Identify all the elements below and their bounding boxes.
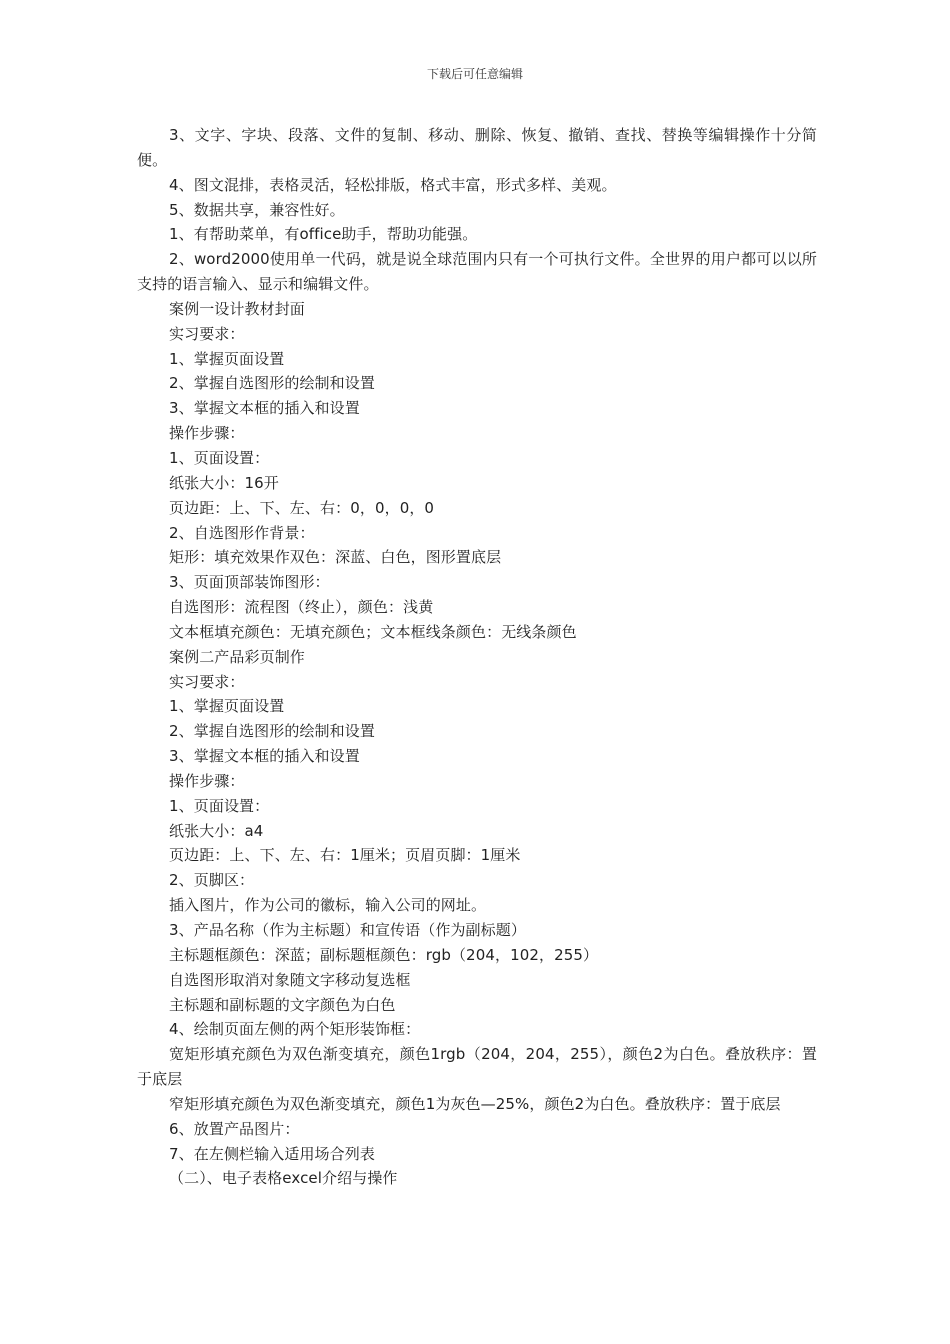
paragraph: 窄矩形填充颜色为双色渐变填充，颜色1为灰色—25%，颜色2为白色。叠放秩序：置于底层 — [169, 1094, 781, 1113]
paragraph: 1、有帮助菜单，有office助手，帮助功能强。 — [169, 225, 478, 244]
paragraph: 7、在左侧栏输入适用场合列表 — [169, 1144, 375, 1163]
paragraph: 矩形：填充效果作双色：深蓝、白色，图形置底层 — [169, 548, 502, 567]
paragraph: 3、产品名称（作为主标题）和宣传语（作为副标题） — [169, 921, 526, 939]
paragraph: 宽矩形填充颜色为双色渐变填充，颜色1rgb（204，204，255），颜色2为白色。叠放秩序：置于底层 — [137, 1045, 817, 1089]
paragraph: 6、放置产品图片： — [169, 1119, 300, 1138]
paragraph: 实习要求： — [169, 324, 245, 343]
paragraph: 操作步骤： — [169, 424, 245, 443]
paragraph: 自选图形：流程图（终止），颜色：浅黄 — [169, 598, 434, 617]
section-heading: （二）、电子表格excel介绍与操作 — [169, 1169, 398, 1188]
paragraph: 3、掌握文本框的插入和设置 — [169, 399, 360, 418]
paragraph: 1、页面设置： — [169, 796, 270, 815]
paragraph: 3、掌握文本框的插入和设置 — [169, 747, 360, 766]
paragraph: 1、页面设置： — [169, 448, 270, 467]
paragraph: 实习要求： — [169, 672, 245, 691]
document-body — [137, 123, 817, 1191]
page-header: 下载后可任意编辑 — [426, 67, 523, 81]
paragraph: 操作步骤： — [169, 771, 245, 790]
paragraph: 页边距：上、下、左、右：0，0，0，0 — [169, 498, 435, 517]
paragraph: 4、绘制页面左侧的两个矩形装饰框： — [169, 1020, 421, 1039]
paragraph: 纸张大小：a4 — [169, 821, 264, 840]
paragraph: 主标题框颜色：深蓝；副标题框颜色：rgb（204，102，255） — [169, 945, 599, 964]
paragraph: 2、自选图形作背景： — [169, 523, 315, 542]
paragraph: 5、数据共享，兼容性好。 — [169, 200, 345, 219]
paragraph: 4、图文混排，表格灵活，轻松排版，格式丰富，形式多样、美观。 — [169, 175, 617, 194]
paragraph: 页边距：上、下、左、右：1厘米；页眉页脚：1厘米 — [169, 846, 521, 865]
paragraph: 2、掌握自选图形的绘制和设置 — [169, 374, 375, 393]
section-heading: 案例一设计教材封面 — [169, 299, 305, 318]
paragraph: 1、掌握页面设置 — [169, 697, 285, 716]
paragraph: 插入图片，作为公司的徽标，输入公司的网址。 — [169, 896, 487, 915]
paragraph: 自选图形取消对象随文字移动复选框 — [169, 970, 411, 989]
paragraph: 文本框填充颜色：无填充颜色；文本框线条颜色：无线条颜色 — [169, 622, 577, 641]
section-heading: 案例二产品彩页制作 — [169, 647, 305, 666]
paragraph: 3、文字、字块、段落、文件的复制、移动、删除、恢复、撤销、查找、替换等编辑操作十分简便。 — [137, 126, 817, 169]
paragraph: 3、页面顶部装饰图形： — [169, 573, 330, 592]
paragraph: 2、word2000使用单一代码，就是说全球范围内只有一个可执行文件。全世界的用户都可以以所支持的语言输入、显示和编辑文件。 — [137, 250, 817, 294]
paragraph: 2、页脚区： — [169, 871, 255, 890]
paragraph: 主标题和副标题的文字颜色为白色 — [169, 995, 396, 1014]
paragraph: 纸张大小：16开 — [169, 473, 279, 492]
paragraph: 2、掌握自选图形的绘制和设置 — [169, 722, 375, 741]
paragraph: 1、掌握页面设置 — [169, 349, 285, 368]
